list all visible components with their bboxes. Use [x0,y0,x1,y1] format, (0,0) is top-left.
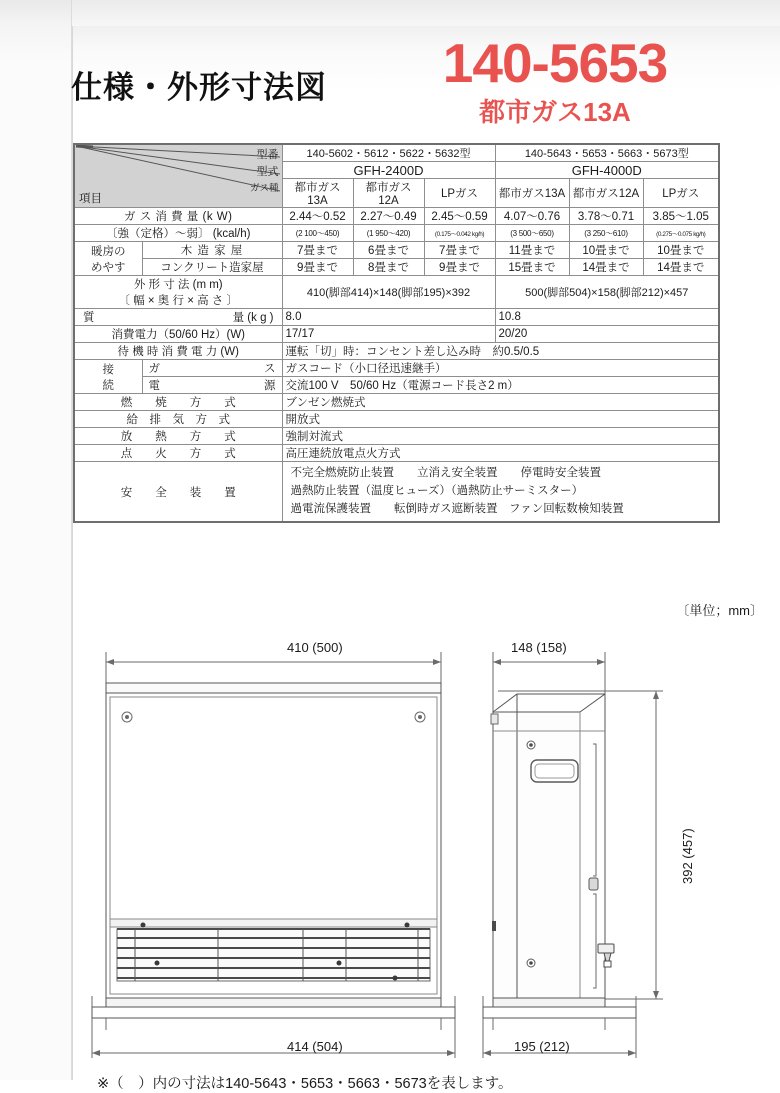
heating-wood-2: 6畳まで [353,242,424,259]
label-power-consumption: 消費電力（50/60 Hz）(W) [74,326,282,343]
gas-kind-3: LPガス [424,179,495,208]
label-outer-dimensions [74,276,282,309]
table-row-ignition-method [74,445,719,462]
gas-consumption-kcal-1: (2 100～450) [282,225,353,242]
label-mass-right: 量 (k g ) [232,312,274,324]
label-gas-consumption-kw: ガ ス 消 費 量 (k W) [74,208,282,225]
heating-wood-4: 11畳まで [495,242,569,259]
safety-device-line-3: 過電流保護装置 転倒時ガス遮断装置 ファン回転数検知装置 [290,502,624,515]
dim-side-base-width-label: 195 (212) [514,1039,570,1054]
safety-device-line-1: 不完全燃焼防止装置 立消え安全装置 停電時安全装置 [290,467,601,479]
gas-consumption-kw-6: 3.85～1.05 [643,208,719,225]
table-row-exhaust-method [74,411,719,428]
table-corner-header [74,144,282,208]
table-row-gas-consumption-kw [74,208,719,225]
sheet-header [73,26,780,138]
front-view-drawing [92,683,455,1018]
heating-concrete-5: 14畳まで [569,259,643,276]
model-number-4000: 140-5643・5653・5663・5673型 [495,144,719,162]
radiation-method-value: 強制対流式 [282,428,719,445]
heating-concrete-3: 9畳まで [424,259,495,276]
page-title: 仕様・外形寸法図 [71,70,327,105]
specification-table [73,143,720,523]
front-grille-icon [117,923,430,982]
gas-kind-2: 都市ガス12A [353,179,424,208]
dim-height-label: 392 (457) [680,828,695,884]
label-standby-power: 待 機 時 消 費 電 力 (W) [74,343,282,360]
dim-front-base-width-label: 414 (504) [287,1039,343,1054]
model-number-2400: 140-5602・5612・5622・5632型 [282,144,495,162]
table-row-heating-concrete [74,259,719,276]
dim-front-width-label: 410 (500) [287,640,343,655]
label-combustion-method: 燃 焼 方 式 [74,394,282,411]
table-row-connection-power [74,377,719,394]
label-outer-dimensions-line2: 〔 幅 × 奥 行 × 高 さ 〕 [118,295,238,307]
label-connection-group [74,360,142,394]
page-left-gutter [0,0,72,1080]
connection-power-value: 交流100 V 50/60 Hz（電源コード長さ2 m） [282,377,719,394]
label-connection-power-right: 源 [264,380,276,392]
unit-note: 〔単位；mm〕 [676,603,763,618]
gas-type-heading: 都市ガス13A [479,97,631,127]
table-row-connection-gas [74,360,719,377]
label-outer-dimensions-line1: 外 形 寸 法 (m m) [133,279,223,291]
dim-side-width-label: 148 (158) [511,640,567,655]
gas-kind-5: 都市ガス12A [569,179,643,208]
outer-dimensions-2400: 410(脚部414)×148(脚部195)×392 [282,276,495,309]
connection-gas-value: ガスコード（小口径迅速継手） [282,360,719,377]
gas-consumption-kw-5: 3.78～0.71 [569,208,643,225]
heating-concrete-2: 8畳まで [353,259,424,276]
outer-dimensions-4000: 500(脚部504)×158(脚部212)×457 [495,276,719,309]
side-screw-icon-top [527,741,535,749]
label-connection-line2: 続 [102,379,114,392]
label-gas-consumption-kcal: 〔強（定格）～弱〕 (kcal/h) [74,225,282,242]
gas-consumption-kcal-2: (1 950～420) [353,225,424,242]
heating-concrete-1: 9畳まで [282,259,353,276]
gas-consumption-kcal-6: (0.275～0.075 kg/h) [643,225,719,242]
label-connection-gas-left: ガ [148,363,160,375]
gas-consumption-kw-3: 2.45～0.59 [424,208,495,225]
label-connection-gas-right: ス [264,363,276,375]
gas-kind-1: 都市ガス13A [282,179,353,208]
label-heating-wood: 木 造 家 屋 [142,242,282,259]
label-heating-guide-line1: 暖房の [91,245,126,258]
side-screw-icon-bottom [527,959,535,967]
heating-concrete-6: 14畳まで [643,259,719,276]
model-number-heading: 140-5653 [442,32,668,94]
combustion-method-value: ブンゼン燃焼式 [282,394,719,411]
label-safety-devices: 安 全 装 置 [74,462,282,523]
gas-consumption-kw-1: 2.44～0.52 [282,208,353,225]
spec-sheet [71,26,780,1092]
label-radiation-method: 放 熱 方 式 [74,428,282,445]
ignition-method-value: 高圧連続放電点火方式 [282,445,719,462]
table-row-gas-consumption-kcal [74,225,719,242]
standby-power-value: 運転「切」時：コンセント差し込み時 約0.5/0.5 [282,343,719,360]
gas-consumption-kw-4: 4.07～0.76 [495,208,569,225]
label-ignition-method: 点 火 方 式 [74,445,282,462]
control-panel-icon [531,760,578,782]
gas-kind-6: LPガス [643,179,719,208]
mass-2400: 8.0 [282,309,495,326]
model-type-4000: GFH-4000D [495,162,719,179]
gas-consumption-kw-2: 2.27～0.49 [353,208,424,225]
heating-wood-1: 7畳まで [282,242,353,259]
table-row-mass [74,309,719,326]
gas-kind-4: 都市ガス13A [495,179,569,208]
heating-wood-3: 7畳まで [424,242,495,259]
heating-wood-5: 10畳まで [569,242,643,259]
screw-icon-right [415,712,425,722]
model-type-2400: GFH-2400D [282,162,495,179]
specification-table-wrapper [73,143,718,523]
screw-icon-left [122,712,132,722]
label-connection-power-left: 電 [148,380,160,392]
heating-concrete-4: 15畳まで [495,259,569,276]
gas-consumption-kcal-5: (3 250～610) [569,225,643,242]
heating-wood-6: 10畳まで [643,242,719,259]
label-mass [74,309,282,326]
table-row-heating-wood [74,242,719,259]
safety-device-line-2: 過熱防止装置（温度ヒューズ）（過熱防止サーミスター） [290,484,584,497]
side-view-drawing [483,694,636,1018]
table-row-model-number [74,144,719,162]
table-row-radiation-method [74,428,719,445]
corner-ray-label-gas-kind: ガス種 [249,183,279,194]
label-mass-left: 質 [83,312,95,324]
gas-consumption-kcal-3: (0.175～0.042 kg/h) [424,225,495,242]
mass-4000: 10.8 [495,309,719,326]
gas-consumption-kcal-4: (3 500～650) [495,225,569,242]
label-connection-power [142,377,282,394]
table-row-safety-devices [74,462,719,523]
table-row-power-consumption [74,326,719,343]
footnote-note: ※（ ）内の寸法は140-5643・5653・5663・5673を表します。 [97,1076,513,1092]
product-dimension-svg [73,626,780,1086]
corner-ray-label-model-type: 型式 [256,166,279,178]
dimension-drawing [73,626,780,1086]
table-row-combustion-method [74,394,719,411]
label-connection-gas [142,360,282,377]
label-heating-concrete: コンクリート造家屋 [142,259,282,276]
table-row-standby-power [74,343,719,360]
label-heating-guide [74,242,142,276]
corner-ray-label-model-number: 型番 [256,149,279,161]
label-heating-guide-line2: めやす [91,261,126,274]
exhaust-method-value: 開放式 [282,411,719,428]
corner-item-label: 項目 [79,193,102,205]
label-connection-line1: 接 [102,363,114,376]
safety-devices-value [282,462,719,523]
label-exhaust-method: 給 排 気 方 式 [74,411,282,428]
power-consumption-4000: 20/20 [495,326,719,343]
power-consumption-2400: 17/17 [282,326,495,343]
